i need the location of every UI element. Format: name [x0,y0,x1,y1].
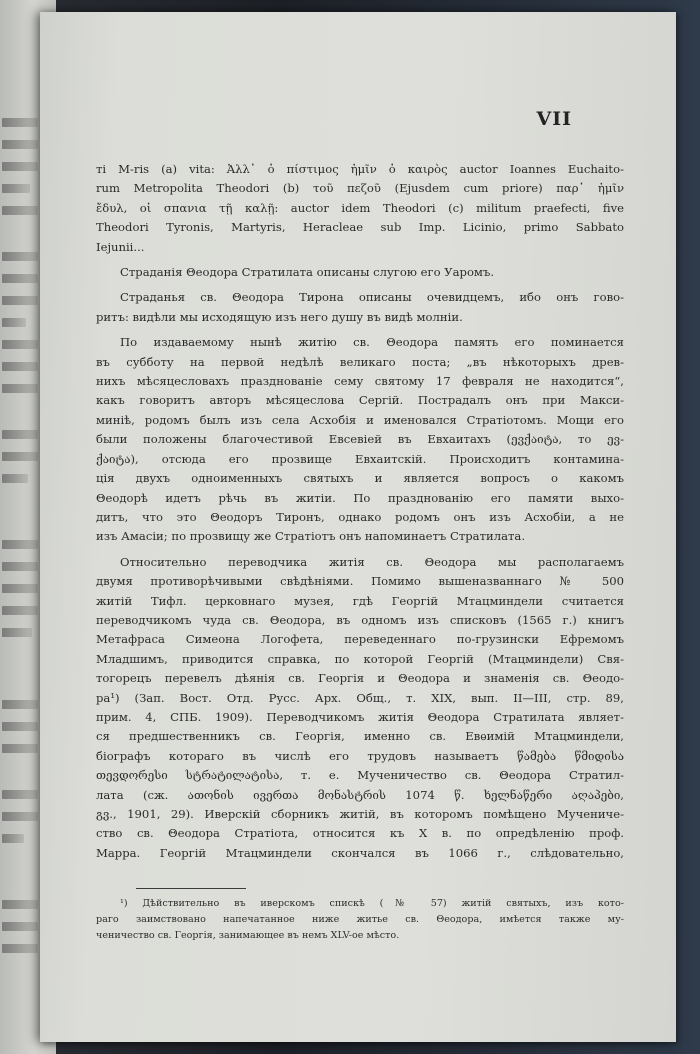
text-line: Страданья св. Θеодора Тирона описаны очевидцемъ, ибо онъ гово- [120,290,624,305]
page-number: VII [536,108,572,130]
text-line: лата (сж. ათონის ივერთა მონასტრის 1074 წ. ხელნაწერი აღაპები, [96,787,624,802]
footnote-line: ¹) Дѣйствительно въ иверскомъ спискѣ (№ 57) житій святыхъ, изъ кото- [120,898,624,909]
text-line: дитъ, что это Θеодоръ Тиронъ, однако родомъ онъ изъ Асхобіи, а не [96,509,624,524]
text-line: თევდორესი სტრატილატისა, т. е. Мученичество св. Θеодора Стратил- [96,768,624,783]
text-line: изъ Амасіи; по прозвищу же Стратіотъ онъ напоминаетъ Стратилата. [96,529,526,544]
text-line: Относительно переводчика житія св. Θеодора мы располагаемъ [120,554,624,569]
footnote-line: раго заимствовано напечатанное ниже житье св. Θеодора, имѣется также му- [96,914,624,925]
text-line: какъ говоритъ авторъ мѣсяцеслова Сергій. Пострадалъ онъ при Макси- [96,393,624,408]
text-line: ся предшественникъ св. Георгія, именно св. Евѳимій Мтацминдели, [96,729,624,744]
text-line: въ субботу на первой недѣлѣ великаго поста; „въ нѣкоторыхъ древ- [96,354,624,369]
footnote-divider [136,888,246,889]
text-line: ція двухъ одноименныхъ святыхъ и является вопросъ о какомъ [96,471,624,486]
text-line: переводчикомъ чуда св. Θеодора, въ одномъ изъ списковъ (1565 г.) книгъ [96,612,624,627]
text-line: ра¹) (Зап. Вост. Отд. Русс. Арх. Общ., т. XIX, вып. II—III, стр. 89, [96,690,624,705]
text-line: rum Metropolita Theodori (b) τοῦ πεζοῦ (Ejusdem cum priore) παρ᾽ ἡμῖν [96,181,624,196]
text-line: ті M-ris (a) vita: Ἀλλ᾽ ὁ πίστιμος ἡμῖν ὁ καιρὸς auctor Ioannes Euchaito- [96,162,624,176]
book-page [40,12,676,1042]
text-line: тогорецъ перевелъ дѣянія св. Георгія и Θеодора и знаменія св. Θеодо- [96,671,624,686]
text-line: нихъ мѣсяцесловахъ празднованіе сему святому 17 февраля не находится“, [96,374,624,389]
text-line: прим. 4, СПБ. 1909). Переводчикомъ житія Θеодора Стратилата являет- [96,709,624,724]
text-line: двумя противорѣчивыми свѣдѣніями. Помимо вышеназваннаго № 500 [96,574,624,589]
text-line: миніѣ, родомъ былъ изъ села Асхобія и именовался Стратіотомъ. Мощи его [96,412,624,427]
text-line: Theodori Tyronis, Martyris, Heracleae sub Imp. Licinio, primo Sabbato [96,220,624,235]
text-line: Младшимъ, приводится справка, по которой Георгій (Мтацминдели) Свя- [96,651,624,666]
text-line: житій Тифл. церковнаго музея, гдѣ Георгій Мтацминдели считается [96,593,624,608]
text-line: გვ., 1901, 29). Иверскій сборникъ житій, въ которомъ помѣщено Мучениче- [96,807,624,821]
footnotes [96,896,624,944]
text-line: ἔδυλ, οἱ σπανια τῇ καλῇ: auctor idem Theodori (c) militum praefecti, five [96,200,624,215]
text-line: По издаваемому нынѣ житію св. Θеодора память его поминается [120,335,624,350]
text-line: Θеодорѣ идетъ рѣчь въ житіи. По празднованію его памяти выхо- [96,490,624,505]
footnote-line: ченичество св. Георгія, занимающее въ немъ XLV-ое мѣсто. [96,930,400,941]
text-line: Iejunii... [96,239,145,254]
body-text [96,160,624,863]
text-line: Страданія Θеодора Стратилата описаны слугою его Уаромъ. [120,265,495,280]
text-line: ქაიტა), отсюда его прозвище Евхаитскій. Происходитъ контамина- [96,451,624,466]
text-line: Марра. Георгій Мтацминдели скончался въ 1066 г., слѣдовательно, [96,845,624,860]
text-line: ство св. Θеодора Стратіота, относится къ X в. по опредѣленію проф. [96,826,624,841]
text-line: ритъ: видѣли мы исходящую изъ него душу въ видѣ молніи. [96,309,463,324]
text-line: Метафраса Симеона Логофета, переведеннаго по-грузински Ефремомъ [96,632,624,647]
text-line: были положены благочестивой Евсевіей въ Евхаитахъ (ევქაიტა, то ევ- [96,432,624,447]
text-line: біографъ котораго въ числѣ его трудовъ называетъ წამება წმიდისა [96,748,624,763]
